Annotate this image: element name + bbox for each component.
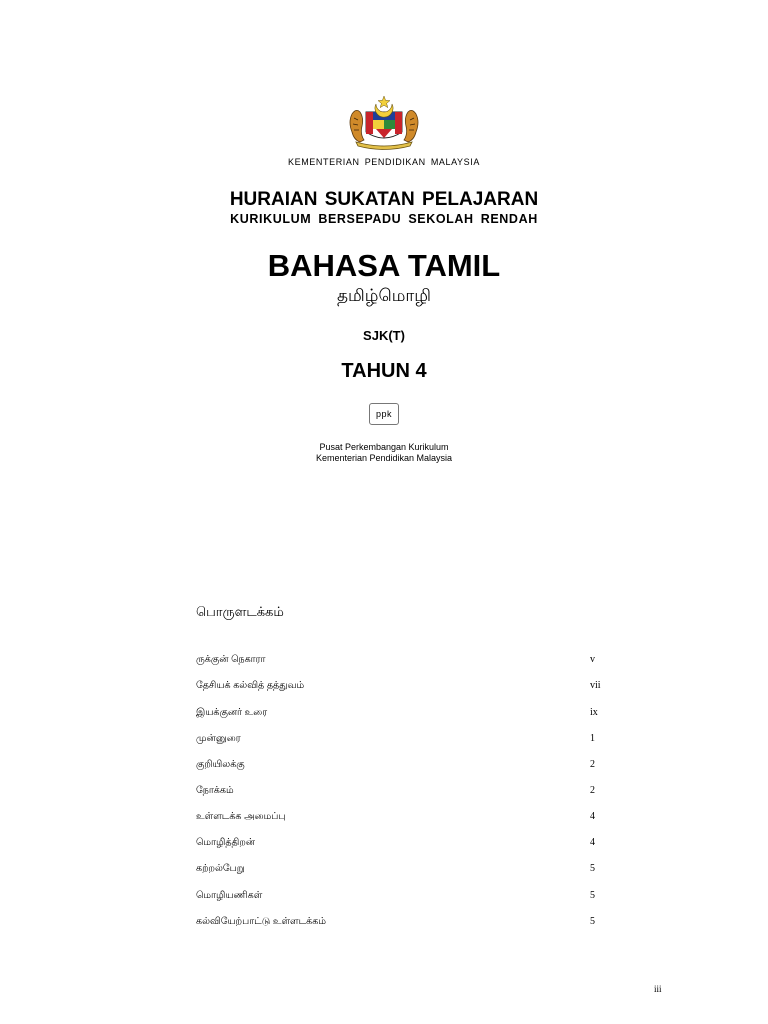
toc-title: பொருளடக்கம்	[196, 604, 284, 619]
toc-item	[196, 785, 606, 799]
toc-item	[196, 863, 606, 877]
toc-item-page: vii	[590, 680, 601, 691]
coat-of-arms-icon	[346, 96, 422, 150]
toc-item-label: ருக்குன் நெகாரா	[196, 654, 266, 665]
toc-item-label: குறியிலக்கு	[196, 759, 245, 770]
toc-item-page: 5	[590, 863, 595, 874]
toc-item-label: தேசியக் கல்வித் தத்துவம்	[196, 680, 305, 691]
toc-item-page: v	[590, 654, 595, 665]
toc-item-page: 2	[590, 785, 595, 796]
year-level: TAHUN 4	[341, 360, 427, 382]
toc-item	[196, 837, 606, 851]
toc-item	[196, 916, 606, 930]
page-number: iii	[654, 984, 662, 994]
toc-item	[196, 733, 606, 747]
toc-item-page: ix	[590, 707, 598, 718]
toc-item	[196, 811, 606, 825]
toc-item-label: மொழியணிகள்	[196, 890, 263, 901]
subject-title: BAHASA TAMIL	[267, 248, 501, 283]
toc-item-page: 5	[590, 890, 595, 901]
toc-item	[196, 890, 606, 904]
toc-item	[196, 759, 606, 773]
toc-item-label: மொழித்திறன்	[196, 837, 256, 848]
toc-item-page: 4	[590, 837, 595, 848]
toc-item-page: 4	[590, 811, 595, 822]
document-heading: HURAIAN SUKATAN PELAJARAN	[229, 189, 539, 210]
subject-title-tamil: தமிழ்மொழி	[336, 286, 431, 305]
toc-item-label: இயக்குனர் உரை	[196, 707, 268, 718]
toc-item	[196, 680, 606, 694]
toc-item-page: 5	[590, 916, 595, 927]
document-subheading: KURIKULUM BERSEPADU SEKOLAH RENDAH	[230, 212, 538, 226]
ministry-name: KEMENTERIAN PENDIDIKAN MALAYSIA	[288, 157, 480, 167]
toc-item-label: முன்னுரை	[196, 733, 241, 744]
toc-item-page: 2	[590, 759, 595, 770]
toc-item	[196, 707, 606, 721]
toc-item-label: கற்றல்பேறு	[196, 863, 245, 874]
school-type: SJK(T)	[363, 328, 405, 343]
toc-item-label: கல்வியேற்பாட்டு உள்ளடக்கம்	[196, 916, 326, 927]
ppk-logo: ppk	[369, 403, 399, 425]
toc-item-label: நோக்கம்	[196, 785, 234, 796]
toc-item	[196, 654, 606, 668]
toc-item-page: 1	[590, 733, 595, 744]
curriculum-centre-name: Pusat Perkembangan Kurikulum	[319, 442, 449, 452]
ministry-name-secondary: Kementerian Pendidikan Malaysia	[315, 453, 453, 463]
toc-item-label: உள்ளடக்க அமைப்பு	[196, 811, 286, 822]
